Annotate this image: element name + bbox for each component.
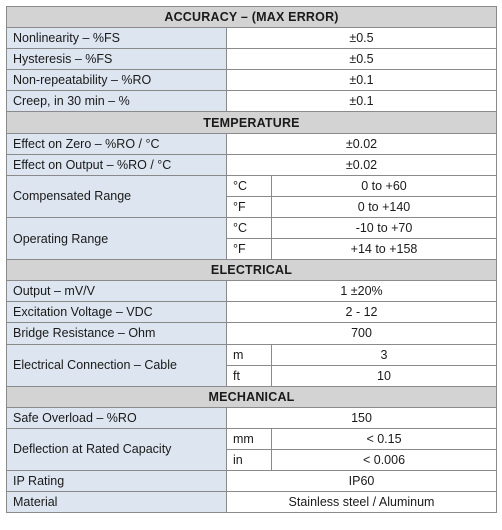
spec-label: Output – mV/V xyxy=(7,281,227,302)
table-row xyxy=(7,28,497,49)
spec-value: 0 to +140 xyxy=(272,196,497,217)
spec-label: Creep, in 30 min – % xyxy=(7,91,227,112)
table-row xyxy=(7,281,497,302)
table-row xyxy=(7,471,497,492)
section-header-row xyxy=(7,112,497,133)
spec-unit: ft xyxy=(227,365,272,386)
table-row xyxy=(7,175,497,196)
table-row xyxy=(7,492,497,513)
section-title: ACCURACY – (MAX ERROR) xyxy=(7,7,497,28)
table-row xyxy=(7,323,497,344)
spec-label: Electrical Connection – Cable xyxy=(7,344,227,386)
spec-value: < 0.006 xyxy=(272,449,497,470)
spec-label: Bridge Resistance – Ohm xyxy=(7,323,227,344)
table-row xyxy=(7,49,497,70)
section-title: TEMPERATURE xyxy=(7,112,497,133)
spec-label: Nonlinearity – %FS xyxy=(7,28,227,49)
table-row xyxy=(7,428,497,449)
spec-label: Material xyxy=(7,492,227,513)
spec-value: 2 - 12 xyxy=(227,302,497,323)
spec-value: Stainless steel / Aluminum xyxy=(227,492,497,513)
spec-value: ±0.02 xyxy=(227,154,497,175)
spec-value: 700 xyxy=(227,323,497,344)
spec-label: Hysteresis – %FS xyxy=(7,49,227,70)
section-title: MECHANICAL xyxy=(7,386,497,407)
spec-value: 150 xyxy=(227,407,497,428)
spec-unit: °F xyxy=(227,239,272,260)
spec-label: Operating Range xyxy=(7,217,227,259)
spec-unit: °C xyxy=(227,217,272,238)
spec-value: +14 to +158 xyxy=(272,239,497,260)
table-row xyxy=(7,302,497,323)
table-row xyxy=(7,91,497,112)
table-row xyxy=(7,70,497,91)
spec-value: ±0.1 xyxy=(227,91,497,112)
table-row xyxy=(7,154,497,175)
spec-label: Effect on Output – %RO / °C xyxy=(7,154,227,175)
spec-label: Compensated Range xyxy=(7,175,227,217)
spec-label: Effect on Zero – %RO / °C xyxy=(7,133,227,154)
spec-label: Non-repeatability – %RO xyxy=(7,70,227,91)
spec-label: Deflection at Rated Capacity xyxy=(7,428,227,470)
spec-value: 1 ±20% xyxy=(227,281,497,302)
section-header-row xyxy=(7,260,497,281)
spec-value: 3 xyxy=(272,344,497,365)
table-row xyxy=(7,344,497,365)
spec-unit: °C xyxy=(227,175,272,196)
spec-unit: mm xyxy=(227,428,272,449)
section-header-row xyxy=(7,386,497,407)
spec-label: Safe Overload – %RO xyxy=(7,407,227,428)
spec-value: ±0.5 xyxy=(227,28,497,49)
spec-unit: °F xyxy=(227,196,272,217)
spec-value: < 0.15 xyxy=(272,428,497,449)
spec-value: 0 to +60 xyxy=(272,175,497,196)
spec-value: ±0.1 xyxy=(227,70,497,91)
spec-value: 10 xyxy=(272,365,497,386)
section-title: ELECTRICAL xyxy=(7,260,497,281)
table-row xyxy=(7,217,497,238)
spec-label: Excitation Voltage – VDC xyxy=(7,302,227,323)
spec-unit: in xyxy=(227,449,272,470)
specifications-table-body xyxy=(7,7,497,513)
table-row xyxy=(7,407,497,428)
table-row xyxy=(7,133,497,154)
spec-unit: m xyxy=(227,344,272,365)
section-header-row xyxy=(7,7,497,28)
specifications-table xyxy=(6,6,497,513)
spec-label: IP Rating xyxy=(7,471,227,492)
spec-value: ±0.5 xyxy=(227,49,497,70)
spec-value: ±0.02 xyxy=(227,133,497,154)
spec-value: IP60 xyxy=(227,471,497,492)
spec-value: -10 to +70 xyxy=(272,217,497,238)
